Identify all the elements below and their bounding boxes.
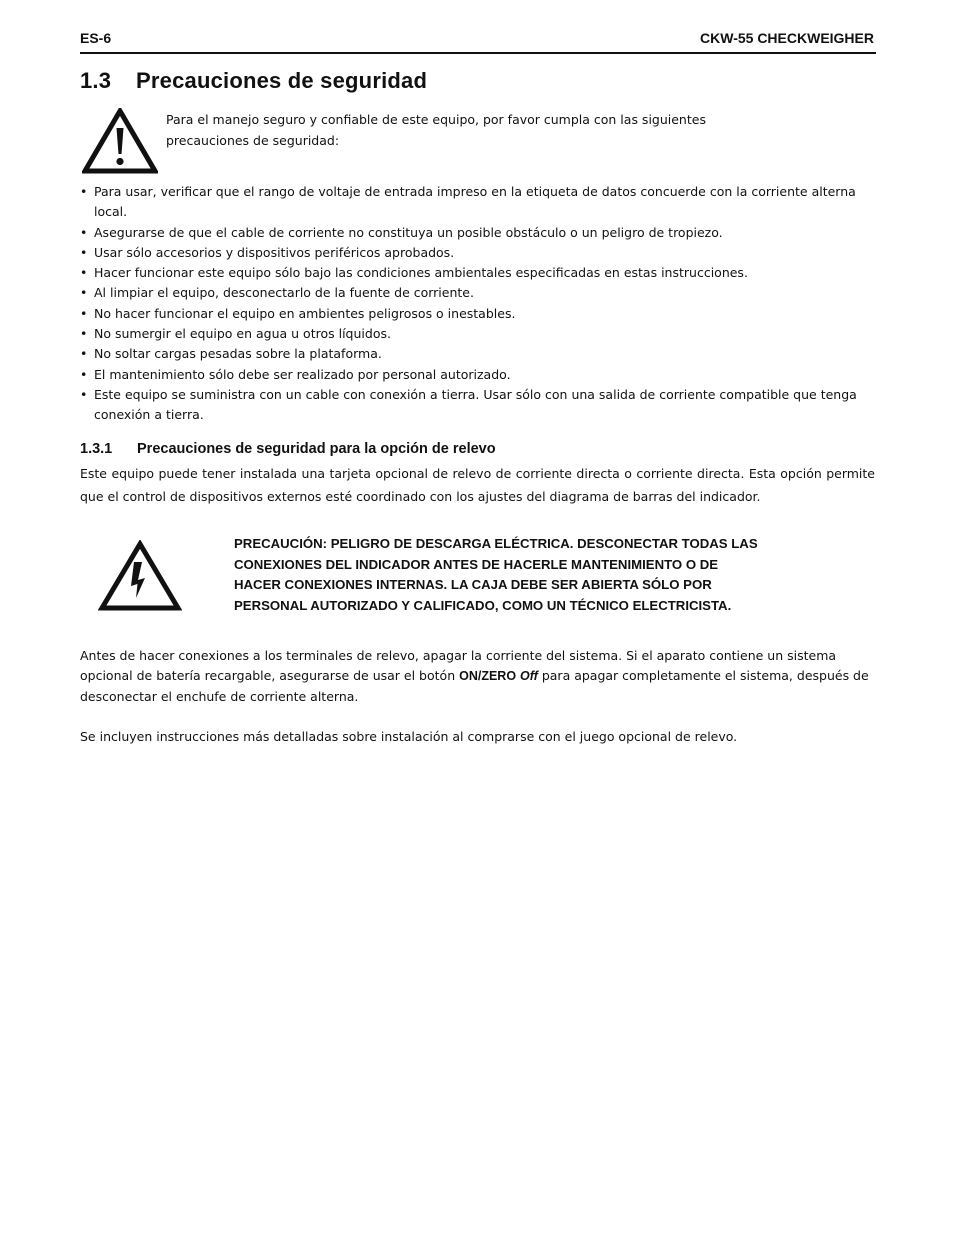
- list-item: • Asegurarse de que el cable de corriente no constituya un posible obstáculo o un peligro de tropiezo.: [80, 224, 723, 240]
- section-number: 1.3: [80, 68, 112, 93]
- off-label: Off: [520, 669, 538, 684]
- warning-line: HACER CONEXIONES INTERNAS. LA CAJA DEBE SER ABIERTA SÓLO POR: [234, 577, 712, 592]
- page-number: ES-6: [80, 30, 112, 46]
- additional-instructions-note: Se incluyen instrucciones más detalladas sobre instalación al comprarse con el juego opcional de relevo.: [80, 729, 738, 744]
- relay-connection-instructions: Antes de hacer conexiones a los terminales de relevo, apagar la corriente del sistema. Si el aparato contiene un sistema opcional de batería recargable, asegurarse de usar el botón ON/ZERO Off para apagar completamente el sistema, después de desconectar el enchufe de corriente alterna.: [80, 648, 869, 704]
- safety-intro: Para el manejo seguro y confiable de este equipo, por favor cumpla con las siguientes precauciones de seguridad:: [166, 112, 706, 148]
- warning-line: PERSONAL AUTORIZADO Y CALIFICADO, COMO UN TÉCNICO ELECTRICISTA.: [234, 597, 732, 613]
- subsection-heading: [80, 441, 496, 457]
- document-title: CKW-55 CHECKWEIGHER: [700, 30, 874, 46]
- electric-shock-warning-triangle-icon: [98, 540, 182, 612]
- header-divider: [80, 52, 876, 54]
- list-item: • El mantenimiento sólo debe ser realizado por personal autorizado.: [80, 366, 511, 382]
- on-zero-button-label: ON/ZERO: [459, 669, 517, 684]
- warning-line: PRECAUCIÓN: PELIGRO DE DESCARGA ELÉCTRICA. DESCONECTAR TODAS LAS: [234, 536, 758, 551]
- safety-precautions-list: [80, 182, 870, 426]
- list-item: • Hacer funcionar este equipo sólo bajo las condiciones ambientales especificadas en estas instrucciones.: [80, 265, 748, 281]
- relay-option-description: Este equipo puede tener instalada una tarjeta opcional de relevo de corriente directa o corriente directa. Esta opción permite que el control de dispositivos externos esté coordinado con los ajustes del diagrama de barras del indicador.: [80, 466, 875, 504]
- subsection-title: Precauciones de seguridad para la opción de relevo: [137, 441, 496, 457]
- exclamation-warning-triangle-icon: [82, 108, 158, 174]
- section-title: Precauciones de seguridad: [136, 68, 428, 93]
- list-item: • Este equipo se suministra con un cable con conexión a tierra. Usar sólo con una salida de corriente compatible que tenga conexión a tierra.: [80, 386, 857, 423]
- warning-line: CONEXIONES DEL INDICADOR ANTES DE HACERLE MANTENIMIENTO O DE: [234, 556, 719, 572]
- subsection-number: 1.3.1: [80, 441, 113, 457]
- list-item: • No soltar cargas pesadas sobre la plataforma.: [80, 346, 382, 362]
- list-item: • Para usar, verificar que el rango de voltaje de entrada impreso en la etiqueta de datos concuerde con la corriente alterna local.: [80, 184, 856, 220]
- list-item: • No sumergir el equipo en agua u otros líquidos.: [80, 326, 391, 342]
- list-item: • Usar sólo accesorios y dispositivos periféricos aprobados.: [80, 244, 455, 260]
- list-item: • No hacer funcionar el equipo en ambientes peligrosos o inestables.: [80, 305, 516, 321]
- list-item: • Al limpiar el equipo, desconectarlo de la fuente de corriente.: [80, 285, 474, 301]
- electric-shock-warning: [234, 534, 794, 616]
- section-heading: [80, 68, 427, 94]
